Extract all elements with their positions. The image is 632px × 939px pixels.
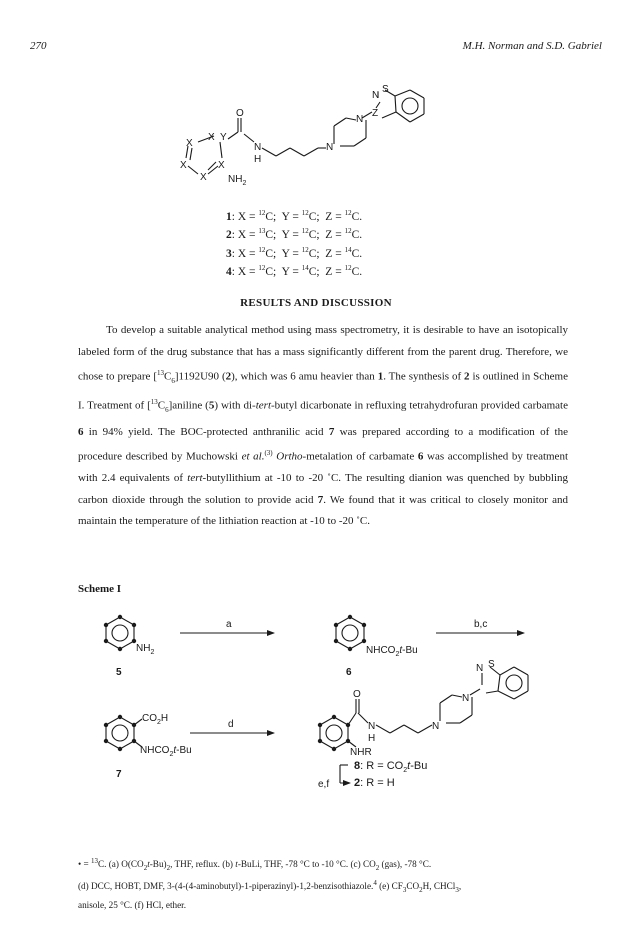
product-n-pip2: N <box>432 721 440 732</box>
cmpd6-substituent: $NHCO_2t-Bu$ <box>366 645 418 658</box>
scheme-footnote <box>78 854 568 913</box>
cmpd7-nhboc: $NHCO_2t-Bu$ <box>140 745 192 758</box>
cmpd5-substituent: $NH_2$ <box>136 643 155 656</box>
atom-n-pip2: N <box>326 142 334 153</box>
running-header <box>30 40 602 56</box>
atom-h-amide: H <box>254 154 262 165</box>
atom-x2: X <box>186 138 193 149</box>
product-r8: 8: $R = CO_2t-Bu$ <box>354 760 428 774</box>
atom-n-amide: N <box>254 142 262 153</box>
structure-top <box>170 84 450 204</box>
atom-x4: X <box>200 172 207 183</box>
product-n-pip1: N <box>462 693 470 704</box>
arrow-ef-label: e,f <box>318 779 330 790</box>
arrow-bc-label: b,c <box>474 619 488 630</box>
compound-label-row: 1: X = $^{12}$C; Y = $^{12}$C; Z = $^{12}$C. <box>226 209 363 223</box>
scheme-diagram <box>78 605 568 845</box>
footnote-line-2: (d) DCC, HOBT, DMF, 3-(4-(4-aminobutyl)-1-piperazinyl)-1,2-benzisothiazole.$^4$ (e) $CF_3CO_2H$, CHCl$_3$, <box>78 878 462 894</box>
product-r2: 2: R = H <box>354 777 395 789</box>
atom-x5: X <box>218 160 225 171</box>
atom-z: Z <box>372 108 379 119</box>
compound-label-row: 3: X = $^{12}$C; Y = $^{12}$C; Z = $^{14}$C. <box>226 245 363 260</box>
atom-o: O <box>236 108 244 119</box>
product-h-amide: H <box>368 733 376 744</box>
cmpd6-number: 6 <box>346 667 352 678</box>
page-number: 270 <box>30 40 47 52</box>
footnote-line-1: • = $^{13}$C. (a) $O(CO_2t-Bu)_2$, THF, reflux. (b) t-BuLi, THF, -78 °C to -10 °C. (c) $CO_2$ (gas), -78 °C. <box>78 857 432 872</box>
product-n-iso: N <box>476 663 484 674</box>
body-text <box>78 320 568 533</box>
cmpd7-co2h: $CO_2H$ <box>142 713 169 726</box>
atom-nh2: $NH_2$ <box>228 174 247 187</box>
section-title: RESULTS AND DISCUSSION <box>240 297 392 309</box>
footnote-line-3: anisole, 25 °C. (f) HCl, ether. <box>78 899 187 910</box>
product-o: O <box>353 689 361 700</box>
paragraph: To develop a suitable analytical method using mass spectrometry, it is desirable to have an isotopically labeled form of the drug substance that has a mass significantly different from the parent drug. Therefore, we chose to prepare $[^{13}C_6]1192U90$ (2), which was 6 amu heavier than 1. The synthesis of 2 is outlined in Scheme I. Treatment of $[^{13}C_6]aniline$ (5) with di-tert-butyl dicarbonate in refluxing tetrahydrofuran provided carbamate 6 in 94% yield. The BOC-protected anthranilic acid 7 was prepared according to a modification of the procedure described by Muchowski et al.$^{(3)}$ Ortho-metalation of carbamate 6 was accomplished by treatment with 2.4 equivalents of tert-butyllithium at -10 to -20 ˚C. The resulting dianion was quenched by bubbling carbon dioxide through the solution to provide acid 7. We found that it was critical to closely monitor and maintain the temperature of the lithiation reaction at -10 to -20 ˚C. <box>78 324 569 528</box>
compound-label-row: 4: X = $^{12}$C; Y = $^{14}$C; Z = $^{12}$C. <box>226 263 363 278</box>
atom-s: S <box>382 84 389 95</box>
product-n-amide: N <box>368 721 376 732</box>
product-s: S <box>488 659 495 670</box>
arrow-a-label: a <box>226 619 232 630</box>
product-nhr: NHR <box>350 747 372 758</box>
cmpd7-number: 7 <box>116 769 122 780</box>
cmpd5-number: 5 <box>116 667 122 678</box>
atom-n-top: N <box>372 90 380 101</box>
arrow-d-label: d <box>228 719 234 730</box>
scheme-title: Scheme I <box>78 583 122 595</box>
atom-y: Y <box>220 132 227 143</box>
atom-x1: X <box>208 132 215 143</box>
atom-n-pip1: N <box>356 114 364 125</box>
compound-label-list <box>226 206 362 279</box>
atom-x3: X <box>180 160 187 171</box>
running-authors: M.H. Norman and S.D. Gabriel <box>462 40 602 52</box>
compound-label-row: 2: X = $^{13}$C; Y = $^{12}$C; Z = $^{12}$C. <box>226 227 363 242</box>
